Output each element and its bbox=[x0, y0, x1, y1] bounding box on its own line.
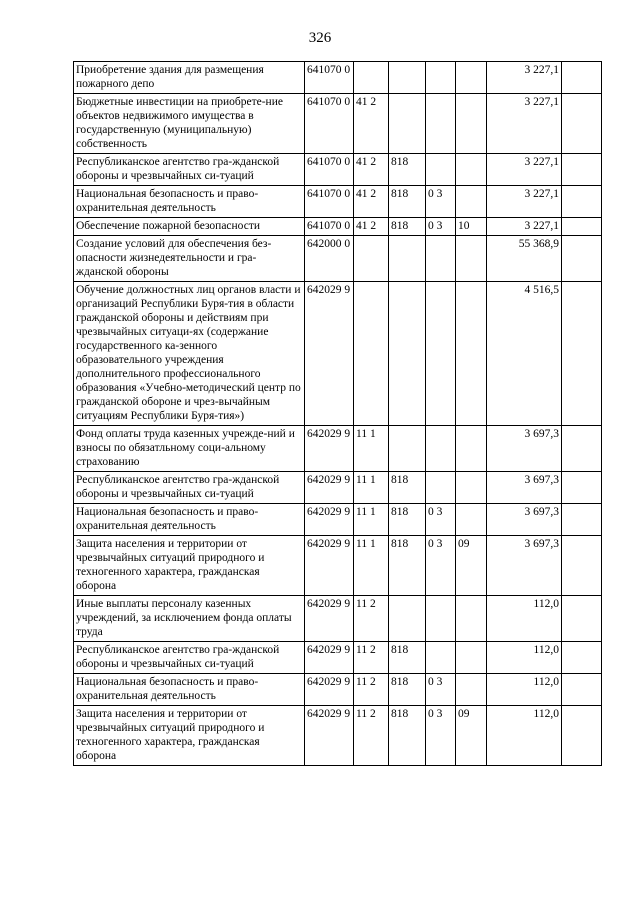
row-subsection-cell bbox=[456, 642, 487, 674]
row-empty-cell bbox=[562, 596, 602, 642]
table-row bbox=[74, 642, 602, 674]
row-grbs-cell: 818 bbox=[389, 706, 426, 766]
row-sum-cell: 3 227,1 bbox=[487, 154, 562, 186]
table-row bbox=[74, 282, 602, 426]
row-expense-type-cell: 11 2 bbox=[354, 596, 389, 642]
row-empty-cell bbox=[562, 94, 602, 154]
table-row bbox=[74, 62, 602, 94]
row-subsection-cell: 09 bbox=[456, 536, 487, 596]
row-subsection-cell bbox=[456, 154, 487, 186]
table-row bbox=[74, 426, 602, 472]
row-sum-cell: 55 368,9 bbox=[487, 236, 562, 282]
row-section-cell bbox=[426, 236, 456, 282]
row-expense-type-cell: 11 2 bbox=[354, 642, 389, 674]
row-section-cell bbox=[426, 94, 456, 154]
row-grbs-cell: 818 bbox=[389, 472, 426, 504]
row-target-code-cell: 642029 9 bbox=[305, 642, 354, 674]
row-expense-type-cell: 41 2 bbox=[354, 94, 389, 154]
row-name-cell: Обеспечение пожарной безопасности bbox=[74, 218, 305, 236]
row-subsection-cell bbox=[456, 62, 487, 94]
row-empty-cell bbox=[562, 282, 602, 426]
row-name-cell: Национальная безопасность и право-охранительная деятельность bbox=[74, 186, 305, 218]
table-row bbox=[74, 504, 602, 536]
row-empty-cell bbox=[562, 426, 602, 472]
row-section-cell: 0 3 bbox=[426, 218, 456, 236]
row-grbs-cell bbox=[389, 236, 426, 282]
row-grbs-cell: 818 bbox=[389, 674, 426, 706]
table-row bbox=[74, 472, 602, 504]
row-subsection-cell bbox=[456, 236, 487, 282]
row-section-cell: 0 3 bbox=[426, 706, 456, 766]
row-subsection-cell bbox=[456, 504, 487, 536]
table-row bbox=[74, 706, 602, 766]
row-section-cell bbox=[426, 426, 456, 472]
row-name-cell: Национальная безопасность и право-охранительная деятельность bbox=[74, 504, 305, 536]
row-grbs-cell: 818 bbox=[389, 536, 426, 596]
row-grbs-cell: 818 bbox=[389, 186, 426, 218]
row-empty-cell bbox=[562, 236, 602, 282]
row-target-code-cell: 641070 0 bbox=[305, 186, 354, 218]
row-expense-type-cell: 11 2 bbox=[354, 706, 389, 766]
row-expense-type-cell: 11 1 bbox=[354, 426, 389, 472]
row-subsection-cell bbox=[456, 94, 487, 154]
table-row bbox=[74, 236, 602, 282]
row-expense-type-cell: 11 2 bbox=[354, 674, 389, 706]
row-name-cell: Республиканское агентство гра-жданской обороны и чрезвычайных си-туаций bbox=[74, 642, 305, 674]
row-expense-type-cell bbox=[354, 236, 389, 282]
row-grbs-cell bbox=[389, 62, 426, 94]
row-target-code-cell: 642029 9 bbox=[305, 472, 354, 504]
row-section-cell bbox=[426, 282, 456, 426]
row-section-cell: 0 3 bbox=[426, 674, 456, 706]
table-row bbox=[74, 154, 602, 186]
row-target-code-cell: 642029 9 bbox=[305, 504, 354, 536]
row-name-cell: Бюджетные инвестиции на приобрете-ние объектов недвижимого имущества в государственную (муниципальную) собственность bbox=[74, 94, 305, 154]
row-empty-cell bbox=[562, 642, 602, 674]
row-sum-cell: 3 697,3 bbox=[487, 504, 562, 536]
row-grbs-cell bbox=[389, 282, 426, 426]
row-name-cell: Приобретение здания для размещения пожарного депо bbox=[74, 62, 305, 94]
row-subsection-cell bbox=[456, 186, 487, 218]
row-sum-cell: 4 516,5 bbox=[487, 282, 562, 426]
row-grbs-cell: 818 bbox=[389, 504, 426, 536]
table-row bbox=[74, 218, 602, 236]
row-name-cell: Защита населения и территории от чрезвычайных ситуаций природного и техногенного характера, гражданская оборона bbox=[74, 706, 305, 766]
row-sum-cell: 3 697,3 bbox=[487, 426, 562, 472]
row-name-cell: Защита населения и территории от чрезвычайных ситуаций природного и техногенного характера, гражданская оборона bbox=[74, 536, 305, 596]
row-name-cell: Иные выплаты персоналу казенных учреждений, за исключением фонда оплаты труда bbox=[74, 596, 305, 642]
row-subsection-cell: 10 bbox=[456, 218, 487, 236]
row-subsection-cell bbox=[456, 282, 487, 426]
page-number: 326 bbox=[308, 30, 332, 46]
budget-table-body bbox=[74, 62, 602, 766]
row-name-cell: Создание условий для обеспечения без-опасности жизнедеятельности и гра-жданской обороны bbox=[74, 236, 305, 282]
row-empty-cell bbox=[562, 154, 602, 186]
row-expense-type-cell bbox=[354, 62, 389, 94]
row-name-cell: Национальная безопасность и право-охранительная деятельность bbox=[74, 674, 305, 706]
row-sum-cell: 3 227,1 bbox=[487, 218, 562, 236]
row-sum-cell: 112,0 bbox=[487, 706, 562, 766]
row-target-code-cell: 642029 9 bbox=[305, 282, 354, 426]
row-section-cell: 0 3 bbox=[426, 536, 456, 596]
row-grbs-cell bbox=[389, 94, 426, 154]
row-expense-type-cell: 41 2 bbox=[354, 218, 389, 236]
row-section-cell bbox=[426, 596, 456, 642]
table-row bbox=[74, 94, 602, 154]
row-grbs-cell bbox=[389, 596, 426, 642]
row-target-code-cell: 641070 0 bbox=[305, 154, 354, 186]
row-empty-cell bbox=[562, 706, 602, 766]
row-name-cell: Обучение должностных лиц органов власти и организаций Республики Буря-тия в области гражданской обороны и действиям при чрезвычайных ситуаци-ях (содержание государственного ка-зенного образовательного учреждения дополнительного профессионального образования «Учебно-методический центр по гражданской обороне и чрез-вычайным ситуациям Республики Буря-тия») bbox=[74, 282, 305, 426]
row-empty-cell bbox=[562, 504, 602, 536]
row-name-cell: Фонд оплаты труда казенных учрежде-ний и взносы по обязатльному соци-альному страхованию bbox=[74, 426, 305, 472]
row-sum-cell: 3 227,1 bbox=[487, 62, 562, 94]
row-sum-cell: 112,0 bbox=[487, 674, 562, 706]
row-empty-cell bbox=[562, 186, 602, 218]
row-sum-cell: 112,0 bbox=[487, 642, 562, 674]
row-subsection-cell bbox=[456, 674, 487, 706]
row-subsection-cell bbox=[456, 596, 487, 642]
row-target-code-cell: 641070 0 bbox=[305, 218, 354, 236]
row-subsection-cell: 09 bbox=[456, 706, 487, 766]
row-empty-cell bbox=[562, 536, 602, 596]
row-grbs-cell: 818 bbox=[389, 154, 426, 186]
row-expense-type-cell: 11 1 bbox=[354, 472, 389, 504]
row-grbs-cell: 818 bbox=[389, 642, 426, 674]
table-row bbox=[74, 596, 602, 642]
row-target-code-cell: 642000 0 bbox=[305, 236, 354, 282]
row-expense-type-cell: 11 1 bbox=[354, 536, 389, 596]
row-section-cell: 0 3 bbox=[426, 186, 456, 218]
row-expense-type-cell: 11 1 bbox=[354, 504, 389, 536]
row-target-code-cell: 642029 9 bbox=[305, 596, 354, 642]
row-target-code-cell: 642029 9 bbox=[305, 706, 354, 766]
budget-table bbox=[73, 61, 602, 766]
row-subsection-cell bbox=[456, 472, 487, 504]
row-target-code-cell: 641070 0 bbox=[305, 94, 354, 154]
table-row bbox=[74, 536, 602, 596]
row-section-cell bbox=[426, 154, 456, 186]
row-section-cell bbox=[426, 62, 456, 94]
row-name-cell: Республиканское агентство гра-жданской обороны и чрезвычайных си-туаций bbox=[74, 154, 305, 186]
row-sum-cell: 3 227,1 bbox=[487, 94, 562, 154]
row-empty-cell bbox=[562, 674, 602, 706]
row-expense-type-cell: 41 2 bbox=[354, 154, 389, 186]
row-subsection-cell bbox=[456, 426, 487, 472]
row-sum-cell: 3 227,1 bbox=[487, 186, 562, 218]
table-row bbox=[74, 186, 602, 218]
row-empty-cell bbox=[562, 62, 602, 94]
row-section-cell bbox=[426, 642, 456, 674]
row-empty-cell bbox=[562, 472, 602, 504]
row-grbs-cell: 818 bbox=[389, 218, 426, 236]
row-sum-cell: 112,0 bbox=[487, 596, 562, 642]
row-sum-cell: 3 697,3 bbox=[487, 536, 562, 596]
table-row bbox=[74, 674, 602, 706]
row-empty-cell bbox=[562, 218, 602, 236]
row-section-cell bbox=[426, 472, 456, 504]
row-target-code-cell: 642029 9 bbox=[305, 426, 354, 472]
row-grbs-cell bbox=[389, 426, 426, 472]
row-name-cell: Республиканское агентство гра-жданской обороны и чрезвычайных си-туаций bbox=[74, 472, 305, 504]
row-expense-type-cell bbox=[354, 282, 389, 426]
row-target-code-cell: 641070 0 bbox=[305, 62, 354, 94]
row-expense-type-cell: 41 2 bbox=[354, 186, 389, 218]
row-sum-cell: 3 697,3 bbox=[487, 472, 562, 504]
row-target-code-cell: 642029 9 bbox=[305, 536, 354, 596]
row-section-cell: 0 3 bbox=[426, 504, 456, 536]
row-target-code-cell: 642029 9 bbox=[305, 674, 354, 706]
